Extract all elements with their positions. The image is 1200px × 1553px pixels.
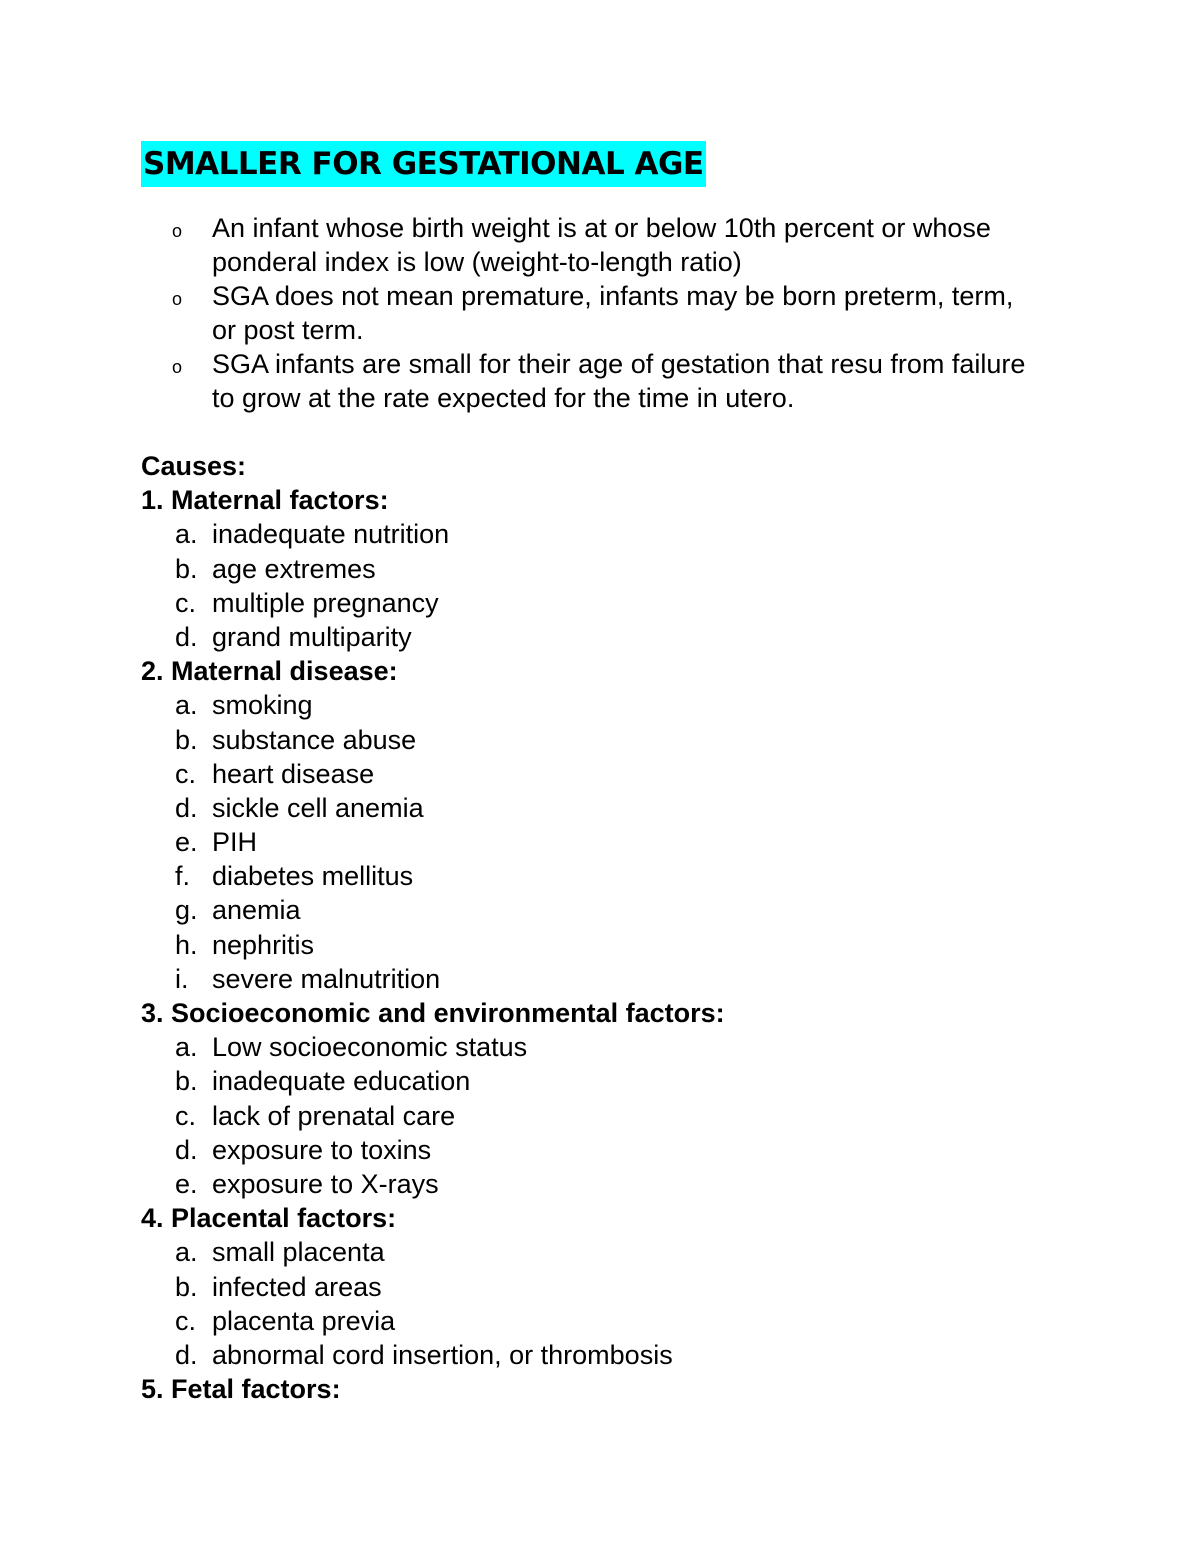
item-letter: h. [175, 929, 198, 960]
item-text: diabetes mellitus [212, 861, 414, 892]
bullet-marker: o [172, 221, 183, 241]
item-text: smoking [212, 690, 313, 721]
bullet-marker: o [172, 289, 183, 309]
item-text: age extremes [212, 553, 376, 584]
cause-item [141, 723, 1121, 757]
item-letter: i. [175, 963, 189, 994]
item-text: substance abuse [212, 724, 417, 755]
cause-item [141, 962, 1121, 996]
item-text: lack of prenatal care [212, 1100, 456, 1131]
item-letter: b. [175, 1066, 198, 1097]
item-text: exposure to X-rays [212, 1168, 439, 1199]
definition-item [172, 279, 1032, 347]
cause-item [141, 1099, 1121, 1133]
cause-item [141, 1338, 1121, 1372]
cause-item [141, 1064, 1121, 1098]
cause-item [141, 552, 1121, 586]
cause-item [141, 620, 1121, 654]
item-text: grand multiparity [212, 621, 412, 652]
item-letter: e. [175, 827, 198, 858]
cause-item [141, 517, 1121, 551]
cause-item [141, 1304, 1121, 1338]
cause-item [141, 1235, 1121, 1269]
item-text: placenta previa [212, 1305, 396, 1336]
cause-heading-placental-factors: 4. Placental factors: [141, 1203, 397, 1234]
cause-heading-fetal-factors: 5. Fetal factors: [141, 1374, 341, 1405]
cause-item [141, 1030, 1121, 1064]
cause-item [141, 1167, 1121, 1201]
item-text: infected areas [212, 1271, 382, 1302]
item-letter: c. [175, 587, 197, 618]
definition-item [172, 211, 1032, 279]
item-letter: c. [175, 1305, 197, 1336]
item-letter: g. [175, 895, 198, 926]
item-letter: e. [175, 1168, 198, 1199]
item-text: exposure to toxins [212, 1134, 432, 1165]
cause-heading-socioeconomic-factors: 3. Socioeconomic and environmental factors: [141, 998, 725, 1028]
item-text: PIH [212, 827, 258, 858]
item-letter: a. [175, 690, 198, 721]
item-text: severe malnutrition [212, 963, 441, 994]
cause-item [141, 586, 1121, 620]
cause-item [141, 825, 1121, 859]
bullet-marker: o [172, 357, 183, 377]
item-letter: a. [175, 519, 198, 550]
item-letter: a. [175, 1237, 198, 1268]
item-letter: b. [175, 1271, 198, 1302]
cause-item [141, 791, 1121, 825]
item-text: sickle cell anemia [212, 792, 424, 823]
causes-label: Causes: [141, 451, 247, 481]
cause-item [141, 1270, 1121, 1304]
item-text: small placenta [212, 1237, 385, 1268]
cause-item [141, 688, 1121, 722]
cause-heading-maternal-factors: 1. Maternal factors: [141, 485, 389, 516]
item-text: heart disease [212, 758, 375, 789]
item-letter: c. [175, 758, 197, 789]
cause-item [141, 893, 1121, 927]
cause-heading-maternal-disease: 2. Maternal disease: [141, 656, 398, 687]
definition-item [172, 347, 1032, 415]
item-letter: d. [175, 1339, 198, 1370]
definition-text: SGA does not mean premature, infants may be born preterm, term, or post term. [212, 281, 1014, 345]
definition-text: SGA infants are small for their age of gestation that resu from failure to grow at the rate expected for the time in utero. [212, 349, 1026, 413]
item-letter: a. [175, 1032, 198, 1063]
item-letter: d. [175, 1134, 198, 1165]
cause-item [141, 757, 1121, 791]
item-text: abnormal cord insertion, or thrombosis [212, 1339, 673, 1370]
item-letter: f. [175, 861, 191, 892]
item-text: multiple pregnancy [212, 587, 439, 618]
causes-section [141, 449, 1121, 1406]
cause-item [141, 928, 1121, 962]
item-letter: d. [175, 792, 198, 823]
item-text: Low socioeconomic status [212, 1032, 528, 1063]
item-text: nephritis [212, 929, 315, 960]
item-letter: b. [175, 553, 198, 584]
page-title: SMALLER FOR GESTATIONAL AGE [141, 141, 706, 187]
definition-text: An infant whose birth weight is at or below 10th percent or whose ponderal index is low (weight-to-length ratio) [212, 213, 991, 277]
item-letter: c. [175, 1100, 197, 1131]
item-letter: d. [175, 621, 198, 652]
cause-item [141, 1133, 1121, 1167]
definition-list [172, 211, 1032, 415]
item-text: inadequate education [212, 1066, 471, 1097]
item-letter: b. [175, 724, 198, 755]
item-text: inadequate nutrition [212, 519, 450, 550]
cause-item [141, 859, 1121, 893]
item-text: anemia [212, 895, 301, 926]
